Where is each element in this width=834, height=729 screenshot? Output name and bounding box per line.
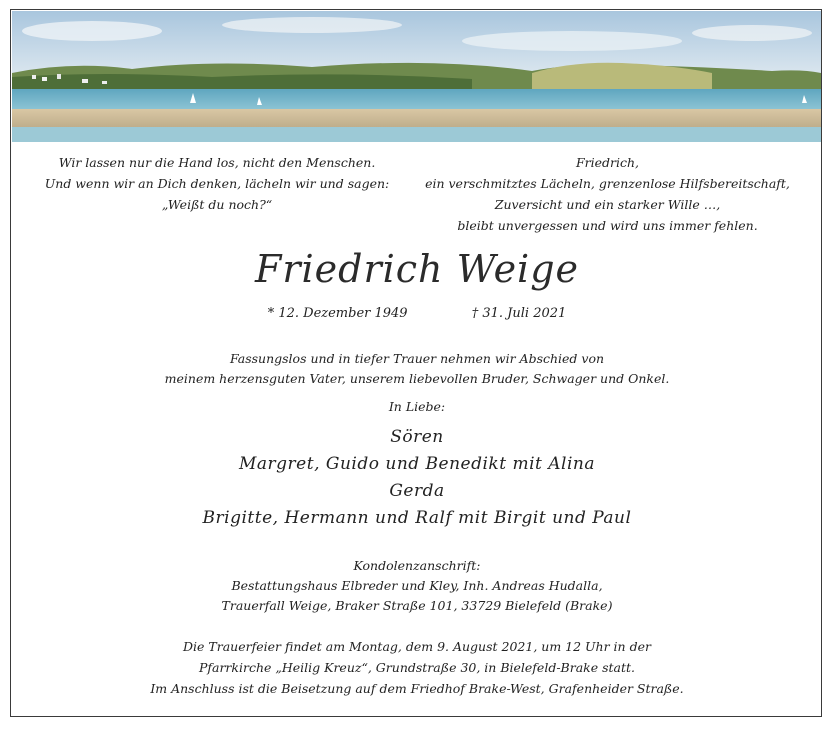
announcement-line: Fassungslos und in tiefer Trauer nehmen wir Abschied von [229, 351, 605, 366]
landscape-banner-image [12, 11, 821, 142]
deceased-name: Friedrich Weige [254, 247, 580, 291]
death-date: † 31. Juli 2021 [471, 306, 567, 321]
life-dates [0, 306, 834, 321]
quote-right-line: Friedrich, [575, 155, 640, 170]
mourner-line: Sören [390, 427, 444, 447]
mourners-list [0, 424, 834, 532]
quote-right-line: ein verschmitztes Lächeln, grenzenlose Hilfsbereitschaft, [425, 176, 790, 191]
ceremony-line: Pfarrkirche „Heilig Kreuz“, Grundstraße 30, in Bielefeld-Brake statt. [198, 660, 636, 675]
coastal-landscape-photo [12, 11, 821, 142]
announcement-line: meinem herzensguten Vater, unserem liebevollen Bruder, Schwager und Onkel. [164, 371, 670, 386]
ceremony-info [0, 636, 834, 699]
condolence-line: Bestattungshaus Elbreder und Kley, Inh. Andreas Hudalla, [231, 578, 603, 593]
condolence-line: Kondolenzanschrift: [353, 558, 481, 573]
quote-left [22, 152, 412, 215]
mourner-line: Margret, Guido und Benedikt mit Alina [239, 454, 595, 474]
mourner-line: Gerda [389, 481, 445, 501]
quote-right-line: Zuversicht und ein starker Wille …, [494, 197, 721, 212]
quote-right-line: bleibt unvergessen und wird uns immer fehlen. [457, 218, 758, 233]
in-love-heading: In Liebe: [388, 399, 446, 414]
announcement-text [0, 349, 834, 389]
quote-left-line: Wir lassen nur die Hand los, nicht den Menschen. [58, 155, 376, 170]
mourner-line: Brigitte, Hermann und Ralf mit Birgit und Paul [202, 508, 632, 528]
birth-date: * 12. Dezember 1949 [267, 306, 408, 321]
condolence-address [0, 556, 834, 616]
quote-left-line: Und wenn wir an Dich denken, lächeln wir und sagen: [44, 176, 390, 191]
condolence-line: Trauerfall Weige, Braker Straße 101, 33729 Bielefeld (Brake) [221, 598, 613, 613]
quote-left-line: „Weißt du noch?“ [161, 197, 273, 212]
ceremony-line: Die Trauerfeier findet am Montag, dem 9. August 2021, um 12 Uhr in der [183, 639, 651, 654]
quote-right [410, 152, 805, 236]
ceremony-line: Im Anschluss ist die Beisetzung auf dem Friedhof Brake-West, Grafenheider Straße. [150, 681, 684, 696]
